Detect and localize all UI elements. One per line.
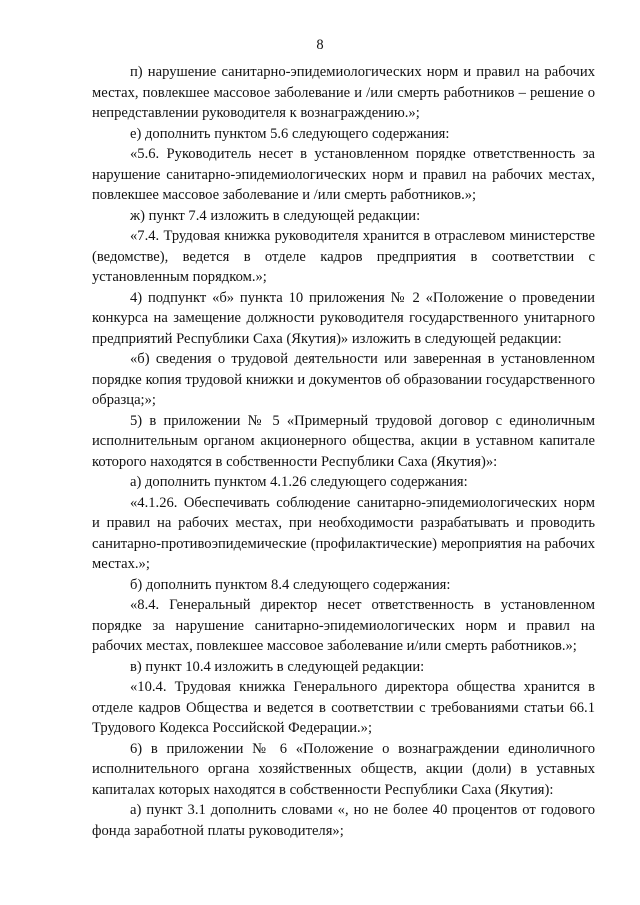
- paragraph-p: п) нарушение санитарно-эпидемиологических норм и правил на рабочих местах, повлекшее массовое заболевание и /или смерть работников – решение о непредставлении руководителя к вознаграждению.»;: [92, 64, 595, 121]
- paragraph-b-8-4: б) дополнить пунктом 8.4 следующего содержания:: [130, 576, 451, 593]
- paragraph-item-6: 6) в приложении № 6 «Положение о вознаграждении единоличного исполнительного органа хозяйственных обществ, акции (доли) в уставных капиталах которых находятся в собственности Республики Саха (Якутия):: [92, 740, 595, 798]
- paragraph-item-4: 4) подпункт «б» пункта 10 приложения № 2 «Положение о проведении конкурса на замещение должности руководителя государственного унитарного предприятий Республики Саха (Якутия)» изложить в следующей редакции:: [92, 289, 595, 347]
- document-body: [92, 62, 595, 841]
- paragraph-8-4: «8.4. Генеральный директор несет ответственность в установленном порядке за нарушение санитарно-эпидемиологических норм и правил на рабочих местах, повлекшее массовое заболевание и/или смерть работников.»;: [92, 597, 595, 654]
- paragraph-4-1-26: «4.1.26. Обеспечивать соблюдение санитарно-эпидемиологических норм и правил на рабочих местах, при необходимости разрабатывать и проводить санитарно-противоэпидемические (профилактические) мероприятия на рабочих местах.»;: [92, 494, 595, 572]
- paragraph-v-10-4: в) пункт 10.4 изложить в следующей редакции:: [130, 658, 425, 675]
- paragraph-a-3-1: а) пункт 3.1 дополнить словами «, но не более 40 процентов от годового фонда заработной платы руководителя»;: [92, 802, 595, 839]
- paragraph-5-6: «5.6. Руководитель несет в установленном порядке ответственность за нарушение санитарно-эпидемиологических норм и правил на рабочих местах, повлекшее массовое заболевание и /или смерть работников.»;: [92, 146, 595, 203]
- paragraph-item-5: 5) в приложении № 5 «Примерный трудовой договор с единоличным исполнительным органом акционерного общества, акции в уставном капитале которого находятся в собственности Республики Саха (Якутия)»:: [92, 412, 595, 470]
- page-number: 8: [316, 37, 324, 53]
- paragraph-zh: ж) пункт 7.4 изложить в следующей редакции:: [130, 207, 421, 224]
- paragraph-b-quote: «б) сведения о трудовой деятельности или заверенная в установленном порядке копия трудовой книжки и документов об образовании государственного образца;»;: [92, 351, 595, 408]
- paragraph-10-4: «10.4. Трудовая книжка Генерального директора общества хранится в отделе кадров Общества и ведется в соответствии с требованиями статьи 66.1 Трудового Кодекса Российской Федерации.»;: [92, 679, 595, 736]
- paragraph-a-4-1-26: а) дополнить пунктом 4.1.26 следующего содержания:: [130, 474, 468, 490]
- paragraph-e: е) дополнить пунктом 5.6 следующего содержания:: [130, 125, 450, 142]
- paragraph-7-4: «7.4. Трудовая книжка руководителя хранится в отраслевом министерстве (ведомстве), ведется в отделе кадров предприятия в соответствии с установленным порядком.»;: [92, 228, 595, 285]
